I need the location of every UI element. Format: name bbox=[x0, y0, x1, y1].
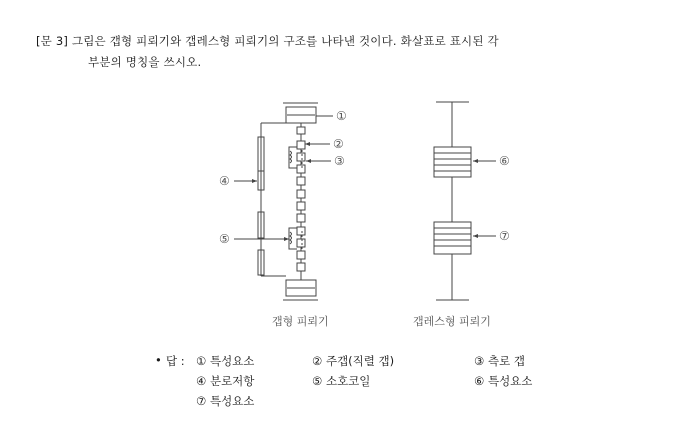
answer-bullet: • bbox=[155, 353, 162, 367]
answer-item-5: ⑤ 소호코일 bbox=[312, 374, 371, 388]
characteristic-block-lower bbox=[434, 222, 471, 254]
arc-quench-coil bbox=[290, 151, 292, 163]
answer-label: 답 : bbox=[166, 354, 185, 368]
marker-7: ⑦ bbox=[499, 229, 510, 243]
answer-item-6: ⑥ 특성요소 bbox=[474, 374, 533, 388]
answer-item-4: ④ 분로저항 bbox=[196, 374, 255, 388]
question-line-1: [문 3] 그림은 갭형 피뢰기와 갭레스형 피뢰기의 구조를 나타낸 것이다. 화살표로 표시된 각 bbox=[36, 34, 499, 48]
answer-item-3: ③ 측로 갭 bbox=[474, 354, 525, 368]
marker-4: ④ bbox=[219, 174, 230, 188]
question-line-2: 부분의 명칭을 쓰시오. bbox=[88, 55, 202, 69]
answer-item-7: ⑦ 특성요소 bbox=[196, 394, 255, 408]
marker-1: ① bbox=[336, 109, 347, 123]
characteristic-block-upper bbox=[434, 147, 471, 177]
answer-item-2: ② 주갭(직렬 갭) bbox=[312, 354, 395, 368]
marker-3: ③ bbox=[334, 154, 345, 168]
gapless-arrester-caption: 갭레스형 피뢰기 bbox=[413, 315, 491, 328]
answer-item-1: ① 특성요소 bbox=[196, 354, 255, 368]
gap-arrester-caption: 갭형 피뢰기 bbox=[272, 315, 329, 328]
gapless-arrester bbox=[434, 102, 471, 300]
marker-2: ② bbox=[333, 137, 344, 151]
main-gap bbox=[297, 141, 305, 149]
gap-arrester bbox=[258, 103, 318, 300]
marker-5: ⑤ bbox=[219, 232, 230, 246]
marker-6: ⑥ bbox=[499, 154, 510, 168]
